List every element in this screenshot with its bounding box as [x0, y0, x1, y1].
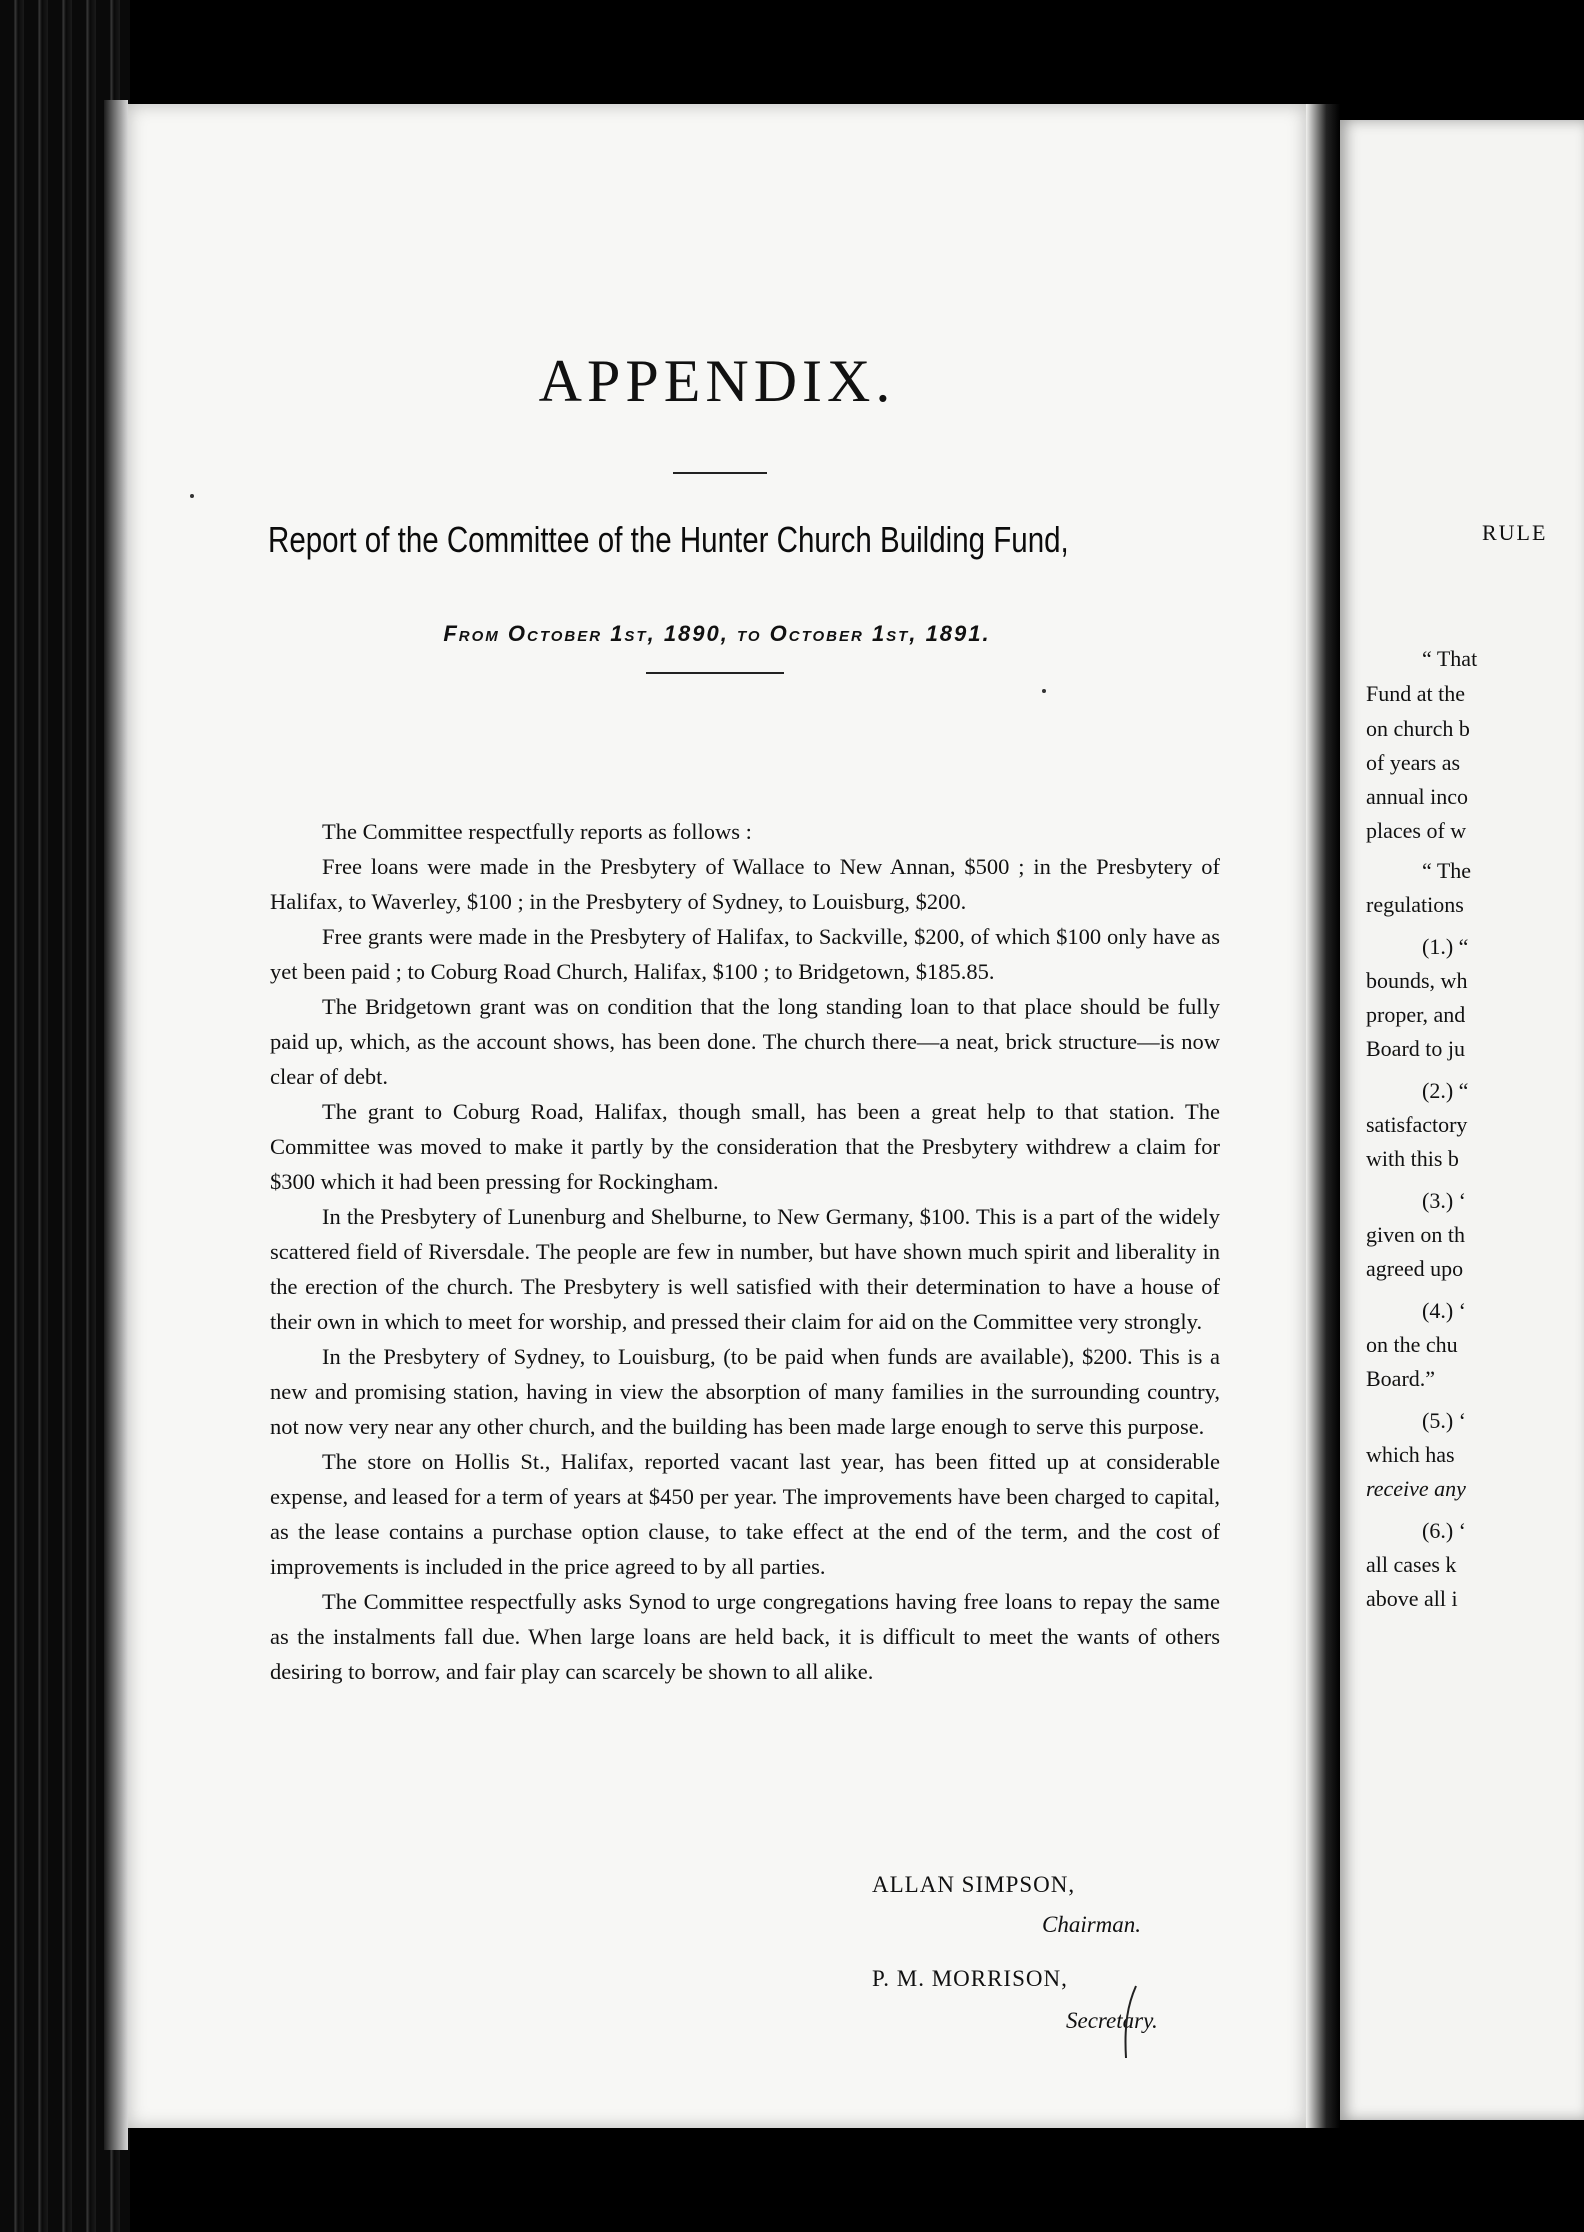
- paragraph: The Bridgetown grant was on condition that the long standing loan to that place should be fully paid up, which, as the account shows, has been done. The church there—a neat, brick structure—is now clear of debt.: [270, 994, 1220, 1089]
- chairman-name: ALLAN SIMPSON,: [872, 1872, 1076, 1897]
- paragraph: The Committee respectfully asks Synod to urge congregations having free loans to repay the same as the instalments fall due. When large loans are held back, it is difficult to meet the wants of others desiring to borrow, and fair play can scarcely be shown to all alike.: [270, 1589, 1220, 1684]
- paragraph: The Committee respectfully reports as follows :: [322, 819, 752, 844]
- secretary-name: P. M. MORRISON,: [872, 1966, 1068, 1991]
- right-line: receive any: [1366, 1476, 1466, 1501]
- date-rule: [646, 672, 784, 674]
- right-line: (1.) “: [1422, 934, 1469, 959]
- right-line: “ That: [1422, 646, 1478, 671]
- right-line: given on th: [1366, 1222, 1465, 1247]
- date-range: From October 1st, 1890, to October 1st, 1891.: [443, 621, 991, 646]
- right-line: above all i: [1366, 1586, 1458, 1611]
- right-line: (6.) ‘: [1422, 1518, 1466, 1543]
- right-line: regulations: [1366, 892, 1464, 917]
- appendix-heading: APPENDIX.: [538, 348, 896, 414]
- report-title: Report of the Committee of the Hunter Church Building Fund,: [268, 519, 1069, 560]
- pen-stroke: [1118, 1984, 1148, 2064]
- secretary-role: Secretary.: [1066, 2008, 1158, 2033]
- right-line: of years as: [1366, 750, 1461, 775]
- paragraph: Free grants were made in the Presbytery of Halifax, to Sackville, $200, of which $100 only have as yet been paid ; to Coburg Road Church, Halifax, $100 ; to Bridgetown, $185.85.: [270, 924, 1220, 984]
- right-line: Board.”: [1366, 1366, 1436, 1391]
- right-line: all cases k: [1366, 1552, 1457, 1577]
- right-line: proper, and: [1366, 1002, 1466, 1027]
- right-line: on the chu: [1366, 1332, 1458, 1357]
- right-line: with this b: [1366, 1146, 1459, 1171]
- right-line: agreed upo: [1366, 1256, 1464, 1281]
- right-line: on church b: [1366, 716, 1470, 741]
- right-line: (5.) ‘: [1422, 1408, 1466, 1433]
- right-line: Board to ju: [1366, 1036, 1465, 1061]
- right-line: (3.) ‘: [1422, 1188, 1466, 1213]
- right-heading: RULE: [1482, 520, 1548, 545]
- paragraph: Free loans were made in the Presbytery of Wallace to New Annan, $500 ; in the Presbytery of Halifax, to Waverley, $100 ; in the Presbytery of Sydney, to Louisburg, $200.: [270, 854, 1220, 914]
- paragraph: In the Presbytery of Lunenburg and Shelburne, to New Germany, $100. This is a part of the widely scattered field of Riversdale. The people are few in number, but have shown much spirit and liberality in the erection of the church. The Presbytery is well satisfied with their determination to have a house of their own in which to meet for worship, and pressed their claim for aid on the Committee very strongly.: [270, 1204, 1220, 1334]
- heading-rule: [673, 472, 767, 474]
- right-line: which has: [1366, 1442, 1455, 1467]
- page-stack-edge: [104, 100, 128, 2150]
- right-line: annual inco: [1366, 784, 1469, 809]
- right-line: (2.) “: [1422, 1078, 1469, 1103]
- ink-speck: [190, 494, 194, 498]
- paragraph: In the Presbytery of Sydney, to Louisburg, (to be paid when funds are available), $200. This is a new and promising station, having in view the absorption of many families in the surrounding country, not now very near any other church, and the building has been made large enough to serve this purpose.: [270, 1344, 1220, 1439]
- right-line: places of w: [1366, 818, 1467, 843]
- ink-speck: [1042, 689, 1046, 693]
- right-line: bounds, wh: [1366, 968, 1468, 993]
- right-line: (4.) ‘: [1422, 1298, 1466, 1323]
- paragraph: The grant to Coburg Road, Halifax, though small, has been a great help to that station. The Committee was moved to make it partly by the consideration that the Presbytery withdrew a claim for $300 which it had been pressing for Rockingham.: [270, 1099, 1220, 1194]
- left-page: [128, 104, 1306, 2128]
- right-line: Fund at the: [1366, 681, 1465, 706]
- report-body: [270, 814, 1220, 1689]
- right-page: [1340, 120, 1584, 2120]
- book-gutter: [1306, 104, 1340, 2128]
- chairman-role: Chairman.: [1042, 1912, 1142, 1937]
- right-line: “ The: [1422, 858, 1472, 883]
- paragraph: The store on Hollis St., Halifax, reported vacant last year, has been fitted up at considerable expense, and leased for a term of years at $450 per year. The improvements have been charged to capital, as the lease contains a purchase option clause, to take effect at the end of the term, and the cost of improvements is included in the price agreed to by all parties.: [270, 1449, 1220, 1579]
- right-line: satisfactory: [1366, 1112, 1468, 1137]
